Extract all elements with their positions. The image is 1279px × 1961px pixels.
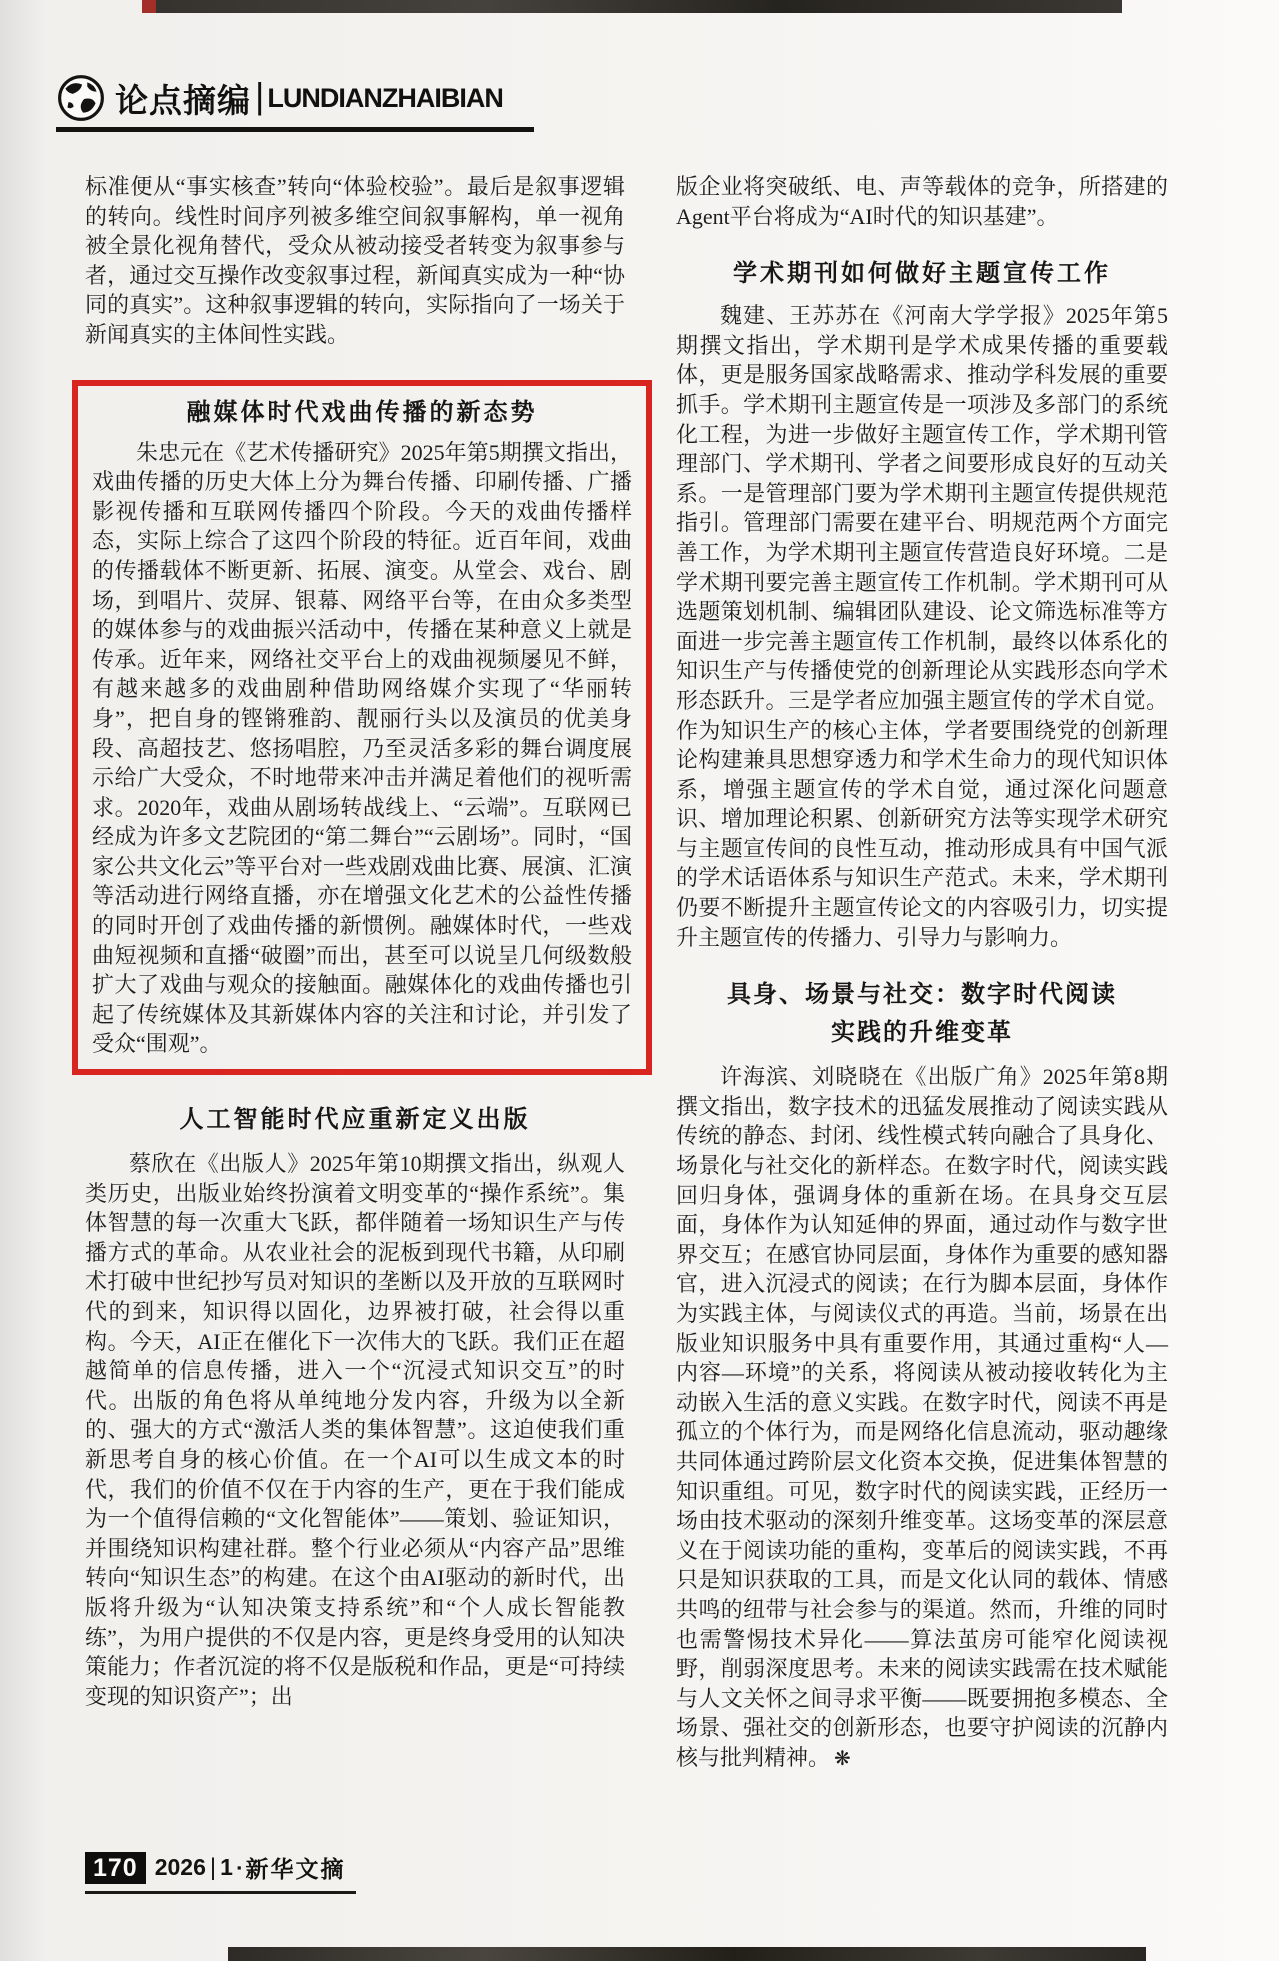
footer-year: 2026	[154, 1854, 206, 1880]
footer-issue-number: 1	[220, 1854, 233, 1880]
header-underline	[56, 127, 534, 132]
left-column	[85, 150, 632, 1711]
right-column	[676, 150, 1168, 1775]
article-body-ai-publishing: 蔡欣在《出版人》2025年第10期撰文指出，纵观人类历史，出版业始终扮演着文明变革的“操作系统”。集体智慧的每一次重大飞跃，都伴随着一场知识生产与传播方式的革命。从农业社会的泥板到现代书籍，从印刷术打破中世纪抄写员对知识的垄断以及开放的互联网时代的到来，知识得以固化，边界被打破，社会得以重构。今天，AI正在催化下一次伟大的飞跃。我们正在超越简单的信息传播，进入一个“沉浸式知识交互”的时代。出版的角色将从单纯地分发内容，升级为以全新的、强大的方式“激活人类的集体智慧”。这迫使我们重新思考自身的核心价值。在一个AI可以生成文本的时代，我们的价值不仅在于内容的生产，更在于我们能成为一个值得信赖的“文化智能体”——策划、验证知识，并围绕知识构建社群。整个行业必须从“内容产品”思维转向“知识生态”的构建。在这个由AI驱动的新时代，出版将升级为“认知决策支持系统”和“个人成长智能教练”，为用户提供的不仅是内容，更是终身受用的认知决策能力；作者沉淀的将不仅是版税和作品，更是“可持续变现的知识资产”；出	[85, 1151, 625, 1709]
article-body-digital-reading-text: 许海滨、刘晓晓在《出版广角》2025年第8期撰文指出，数字技术的迅猛发展推动了阅读实践从传统的静态、封闭、线性模式转向融合了具身化、场景化与社交化的新样态。在数字时代，阅读实践回归身体，强调身体的重新在场。在具身交互层面，身体作为认知延伸的界面，通过动作与数字世界交互；在感官协同层面，身体作为重要的感知器官，进入沉浸式的阅读；在行为脚本层面，身体作为实践主体，与阅读仪式的再造。当前，场景在出版业知识服务中具有重要作用，其通过重构“人—内容—环境”的关系，将阅读从被动接收转化为主动嵌入生活的意义实践。在数字时代，阅读不再是孤立的个体行为，而是网络化信息流动，驱动趣缘共同体通过跨阶层文化资本交换，促进集体智慧的知识重组。可见，数字时代的阅读实践，正经历一场由技术驱动的深刻升维变革。这场变革的深层意义在于阅读功能的重构，变革后的阅读实践，不再只是知识获取的工具，而是文化认同的载体、情感共鸣的纽带与社会参与的渠道。然而，升维的同时也需警惕技术异化——算法茧房可能窄化阅读视野，削弱深度思考。未来的阅读实践需在技术赋能与人文关怀之间寻求平衡——既要拥抱多模态、全场景、强社交的创新形态，也要守护阅读的沉静内核与批判精神。	[676, 1064, 1168, 1770]
article-title-digital-reading	[676, 976, 1168, 1052]
article-end-mark: ❋	[834, 1747, 851, 1770]
article-title-ai-publishing: 人工智能时代应重新定义出版	[179, 1107, 531, 1134]
article-body-opera-media: 朱忠元在《艺术传播研究》2025年第5期撰文指出，戏曲传播的历史大体上分为舞台传播、印刷传播、广播影视传播和互联网传播四个阶段。今天的戏曲传播样态，实际上综合了这四个阶段的特征。近百年间，戏曲的传播载体不断更新、拓展、演变。从堂会、戏台、剧场，到唱片、荧屏、银幕、网络平台等，在由众多类型的媒体参与的戏曲振兴活动中，传播在某种意义上就是传承。近年来，网络社交平台上的戏曲视频屡见不鲜，有越来越多的戏曲剧种借助网络媒介实现了“华丽转身”，把自身的铿锵雅韵、靓丽行头以及演员的优美身段、高超技艺、悠扬唱腔，乃至灵活多彩的舞台调度展示给广大受众，不时地带来冲击并满足着他们的视听需求。2020年，戏曲从剧场转战线上、“云端”。互联网已经成为许多文艺院团的“第二舞台”“云剧场”。同时，“国家公共文化云”等平台对一些戏剧戏曲比赛、展演、汇演等活动进行网络直播，亦在增强文化艺术的公益性传播的同时开创了戏曲传播的新惯例。融媒体时代，一些戏曲短视频和直播“破圈”而出，甚至可以说呈几何级数般扩大了戏曲与观众的接触面。融媒体化的戏曲传播也引起了传统媒体及其新媒体内容的关注和讨论，并引发了受众“围观”。	[92, 439, 632, 1057]
article-title-digital-reading-line2: 实践的升维变革	[831, 1020, 1013, 1047]
footer-bullet: ▪	[236, 1860, 242, 1875]
article-title-opera-media: 融媒体时代戏曲传播的新态势	[186, 399, 538, 426]
scan-edge-bottom	[228, 1947, 1146, 1961]
article-body-digital-reading	[676, 1062, 1168, 1774]
header-divider: |	[255, 75, 265, 116]
article-title-digital-reading-line1: 具身、场景与社交：数字时代阅读	[727, 982, 1117, 1009]
scan-edge-top-red-mark	[142, 0, 156, 13]
section-title-pinyin: LUNDIANZHAIBIAN	[267, 82, 503, 113]
scan-edge-top	[142, 0, 1122, 13]
footer-magazine-name: 新华文摘	[245, 1857, 346, 1882]
article-title-journal-publicity: 学术期刊如何做好主题宣传工作	[733, 261, 1111, 288]
article-body-journal-publicity: 魏建、王苏苏在《河南大学学报》2025年第5期撰文指出，学术期刊是学术成果传播的重要载体，更是服务国家战略需求、推动学科发展的重要抓手。学术期刊主题宣传是一项涉及多部门的系统化工程，为进一步做好主题宣传工作，学术期刊管理部门、学术期刊、学者之间要形成良好的互动关系。一是管理部门要为学术期刊主题宣传提供规范指引。管理部门需要在建平台、明规范两个方面完善工作，为学术期刊主题宣传营造良好环境。二是学术期刊要完善主题宣传工作机制。学术期刊可从选题策划机制、编辑团队建设、论文筛选标准等方面进一步完善主题宣传工作机制，最终以体系化的知识生产与传播使党的创新理论从实践形态向学术形态跃升。三是学者应加强主题宣传的学术自觉。作为知识生产的核心主体，学者要围绕党的创新理论构建兼具思想穿透力和学术生命力的现代知识体系，增强主题宣传的学术自觉，通过深化问题意识、增加理论积累、创新研究方法等实现学术研究与主题宣传间的良性互动，推动形成具有中国气派的学术话语体系与知识生产范式。未来，学术期刊仍要不断提升主题宣传论文的内容吸引力，切实提升主题宣传的传播力、引导力与影响力。	[676, 303, 1168, 950]
section-title-chinese: 论点摘编	[115, 81, 251, 119]
left-continuation-paragraph: 标准便从“事实核查”转向“体验校验”。最后是叙事逻辑的转向。线性时间序列被多维空间叙事解构，单一视角被全景化视角替代，受众从被动接受者转变为叙事参与者，通过交互操作改变叙事过程，新闻真实成为一种“协同的真实”。这种叙事逻辑的转向，实际指向了一场关于新闻真实的主体间性实践。	[85, 174, 625, 347]
section-header	[56, 72, 503, 124]
footer-divider: |	[209, 1853, 217, 1881]
highlighted-article-box	[72, 380, 652, 1075]
page-number-badge: 170	[85, 1852, 146, 1884]
page-footer	[85, 1851, 356, 1894]
right-continuation-paragraph: 版企业将突破纸、电、声等载体的竞争，所搭建的Agent平台将成为“AI时代的知识基建”。	[676, 174, 1168, 229]
globe-icon	[56, 73, 106, 123]
